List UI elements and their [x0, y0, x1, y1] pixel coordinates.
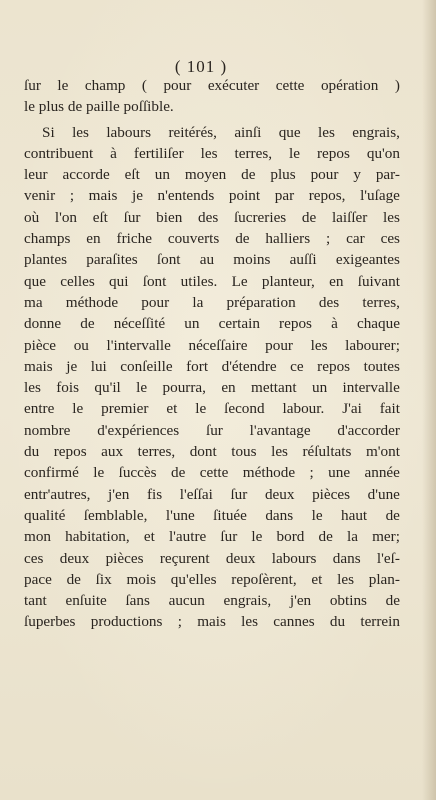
text-line: donne de néceſſité un certain repos à chaque [24, 315, 400, 333]
text-line: tant enſuite ſans aucun engrais, j'en obtins de [24, 592, 400, 610]
text-line: ſuperbes productions ; mais les cannes du terrein [24, 613, 400, 631]
text-line: les fois qu'il le pourra, en mettant un intervalle [24, 379, 400, 397]
body-text [24, 75, 400, 633]
text-line: qualité ſemblable, l'une ſituée dans le haut de [24, 506, 400, 524]
text-line: ces deux pièces reçurent deux labours dans l'eſ- [24, 549, 400, 567]
text-line: ma méthode pour la préparation des terres, [24, 293, 400, 311]
text-line: pace de ſix mois qu'elles repoſèrent, et les plan- [24, 570, 400, 588]
text-line: pièce ou l'intervalle néceſſaire pour les labourer; [24, 336, 400, 354]
paragraph-1 [24, 75, 400, 118]
text-line: mon habitation, et l'autre ſur le bord de la mer; [24, 528, 400, 546]
text-line: leur accorde eſt un moyen de plus pour y par- [24, 166, 400, 184]
text-line: plantes paraſites ſont au moins auſſi exigeantes [24, 251, 400, 269]
text-line: Si les labours reitérés, ainſi que les engrais, [42, 123, 400, 141]
paragraph-2 [24, 122, 400, 633]
text-line: ſur le champ ( pour exécuter cette opération ) [24, 77, 400, 94]
text-line: confirmé le ſuccès de cette méthode ; une année [24, 464, 400, 482]
text-line: champs en friche couverts de halliers ; car ces [24, 230, 400, 248]
text-line: venir ; mais je n'entends point par repos, l'uſage [24, 187, 400, 205]
text-line: le plus de paille poſſible. [24, 98, 174, 116]
page-edge-shadow [422, 0, 436, 800]
text-line: que celles qui ſont utiles. Le planteur, en ſuivant [24, 272, 400, 290]
text-line: où l'on eſt ſur bien des ſucreries de laiſſer les [24, 208, 400, 226]
text-line: entre le premier et le ſecond labour. J'ai fait [24, 400, 400, 418]
page-number: ( 101 ) [174, 57, 228, 76]
text-line: du repos aux terres, dont tous les réſultats m'ont [24, 443, 400, 461]
text-line: contribuent à fertiliſer les terres, le repos qu'on [24, 144, 400, 162]
text-line: nombre d'expériences ſur l'avantage d'accorder [24, 421, 400, 439]
text-line: entr'autres, j'en fis l'eſſai ſur deux pièces d'une [24, 485, 400, 503]
text-line: mais je lui conſeille fort d'étendre ce repos toutes [24, 357, 400, 375]
